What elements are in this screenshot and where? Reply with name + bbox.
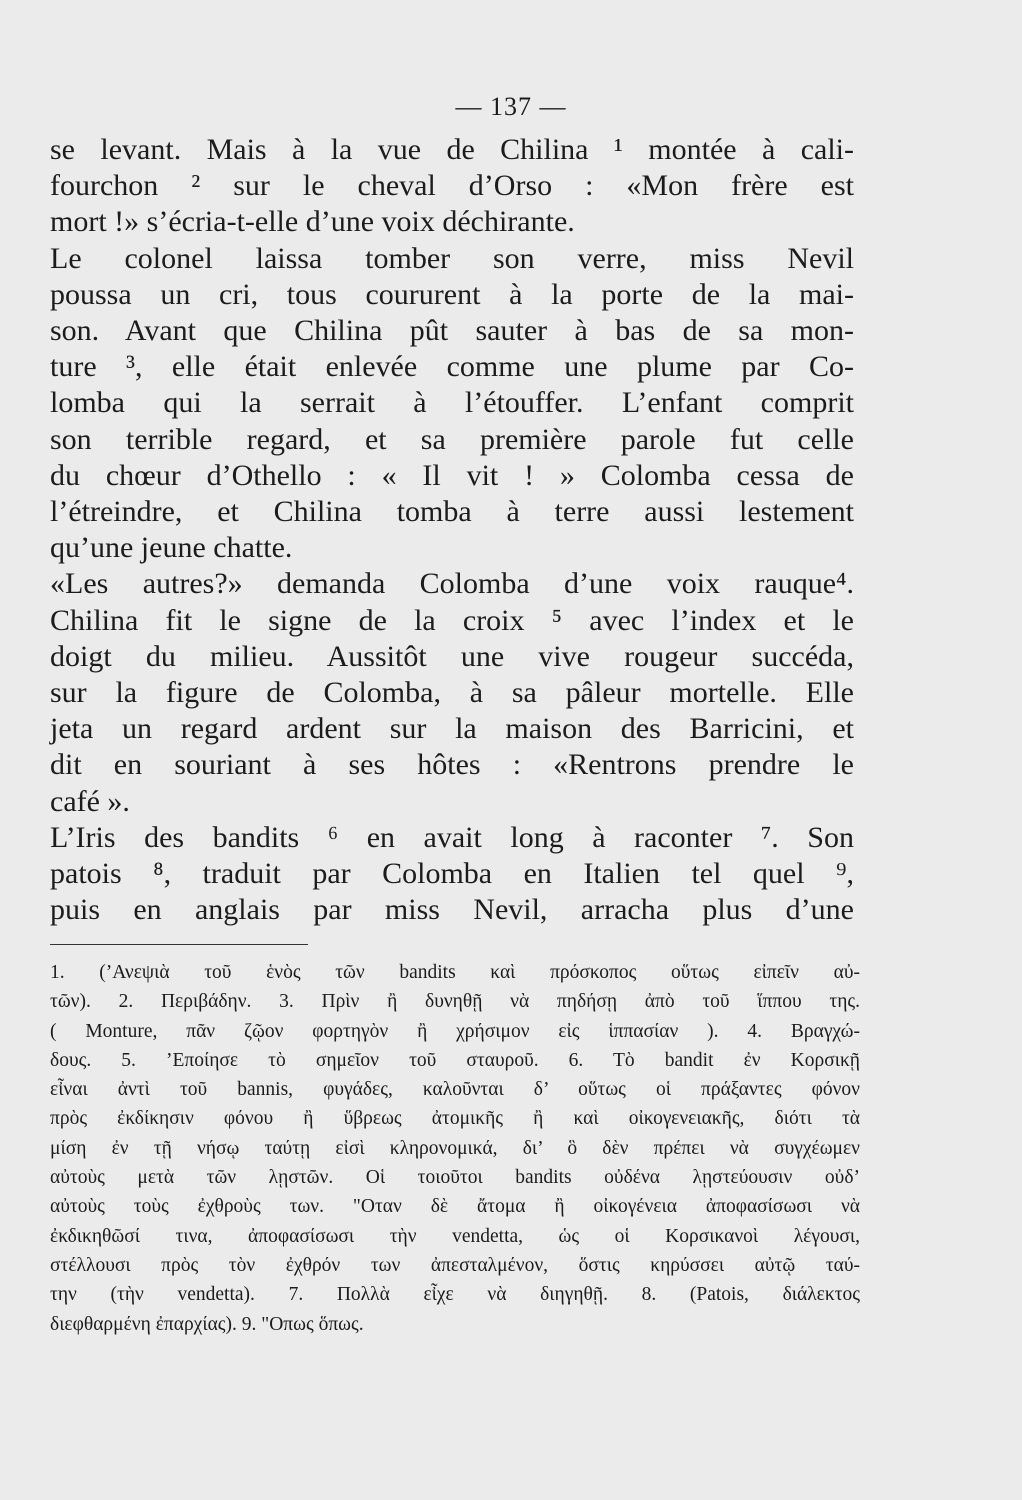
footnote-divider xyxy=(50,944,308,945)
footnote-line: διεφθαρμένη ἐπαρχίας). 9. "Οπως ὅπως. xyxy=(50,1313,364,1335)
text-line: sur la figure de Colomba, à sa pâleur mortelle. Elle xyxy=(50,676,854,710)
main-text xyxy=(50,132,854,928)
page-number: — 137 — xyxy=(455,92,567,121)
footnote-line: δους. 5. ’Εποίησε τὸ σημεῖον τοῦ σταυροῦ. 6. Τὸ bandit ἐν Κορσικῇ xyxy=(50,1049,860,1071)
footnote-line: την (τὴν vendetta). 7. Πολλὰ εἶχε νὰ διηγηθῇ. 8. (Patois, διάλεκτος xyxy=(50,1284,860,1306)
text-line: Le colonel laissa tomber son verre, miss Nevil xyxy=(50,241,854,275)
text-line: ture ³, elle était enlevée comme une plume par Co- xyxy=(50,350,854,384)
text-line: jeta un regard ardent sur la maison des Barricini, et xyxy=(50,712,854,746)
text-line: lomba qui la serrait à l’étouffer. L’enfant comprit xyxy=(50,386,854,420)
text-line: poussa un cri, tous coururent à la porte de la mai- xyxy=(50,277,854,311)
text-line: du chœur d’Othello : « Il vit ! » Colomba cessa de xyxy=(50,458,854,492)
text-line: puis en anglais par miss Nevil, arracha plus d’une xyxy=(50,893,854,927)
footnote-line: αὐτοὺς μετὰ τῶν λῃστῶν. Οἱ τοιοῦτοι bandits οὐδένα λῃστεύουσιν οὐδ’ xyxy=(50,1167,860,1189)
text-line: dit en souriant à ses hôtes : «Rentrons prendre le xyxy=(50,748,854,782)
footnote-line: πρὸς ἐκδίκησιν φόνου ἢ ὕβρεως ἀτομικῆς ἢ καὶ οἰκογενειακῆς, διότι τὰ xyxy=(50,1108,860,1130)
text-line: qu’une jeune chatte. xyxy=(50,531,293,565)
text-line: patois ⁸, traduit par Colomba en Italien tel quel ⁹, xyxy=(50,857,854,891)
text-line: se levant. Mais à la vue de Chilina ¹ montée à cali- xyxy=(50,133,854,166)
text-line: fourchon ² sur le cheval d’Orso : «Mon frère est xyxy=(50,169,854,203)
text-line: son terrible regard, et sa première parole fut celle xyxy=(50,422,854,456)
footnote-line: μίση ἐν τῇ νήσῳ ταύτῃ εἰσὶ κληρονομικά, δι’ ὃ δὲν πρέπει νὰ συγχέωμεν xyxy=(50,1137,860,1159)
footnote-line: 1. (’Ανεψιὰ τοῦ ἑνὸς τῶν bandits καὶ πρόσκοπος οὕτως εἰπεῖν αὐ- xyxy=(50,962,860,983)
text-line: son. Avant que Chilina pût sauter à bas de sa mon- xyxy=(50,314,854,348)
text-line: L’Iris des bandits ⁶ en avait long à raconter ⁷. Son xyxy=(50,820,854,854)
footnote-line: στέλλουσι πρὸς τὸν ἐχθρόν των ἀπεσταλμένον, ὅστις κηρύσσει αὐτῷ ταύ- xyxy=(50,1254,860,1276)
text-line: l’étreindre, et Chilina tomba à terre aussi lestement xyxy=(50,495,854,529)
text-line: doigt du milieu. Aussitôt une vive rougeur succéda, xyxy=(50,639,854,673)
footnotes xyxy=(50,958,860,1339)
footnote-line: ἐκδικηθῶσί τινα, ἀποφασίσωσι τὴν vendetta, ὡς οἱ Κορσικανοὶ λέγουσι, xyxy=(50,1225,860,1247)
text-line: Chilina fit le signe de la croix ⁵ avec l’index et le xyxy=(50,603,854,637)
footnote-line: εἶναι ἀντὶ τοῦ bannis, φυγάδες, καλοῦνται δ’ οὕτως οἱ πράξαντες φόνον xyxy=(50,1079,860,1101)
text-line: mort !» s’écria-t-elle d’une voix déchirante. xyxy=(50,205,575,239)
text-line: «Les autres?» demanda Colomba d’une voix rauque⁴. xyxy=(50,567,854,601)
text-line: café ». xyxy=(50,784,130,818)
footnote-line: τῶν). 2. Περιβάδην. 3. Πρὶν ἢ δυνηθῇ νὰ πηδήσῃ ἀπὸ τοῦ ἵππου της. xyxy=(50,991,860,1013)
footnote-line: αὐτοὺς τοὺς ἐχθροὺς των. "Οταν δὲ ἄτομα ἢ οἰκογένεια ἀποφασίσωσι νὰ xyxy=(50,1196,860,1218)
footnote-line: ( Monture, πᾶν ζῷον φορτηγὸν ἢ χρήσιμον εἰς ἱππασίαν ). 4. Βραγχώ- xyxy=(50,1020,860,1042)
